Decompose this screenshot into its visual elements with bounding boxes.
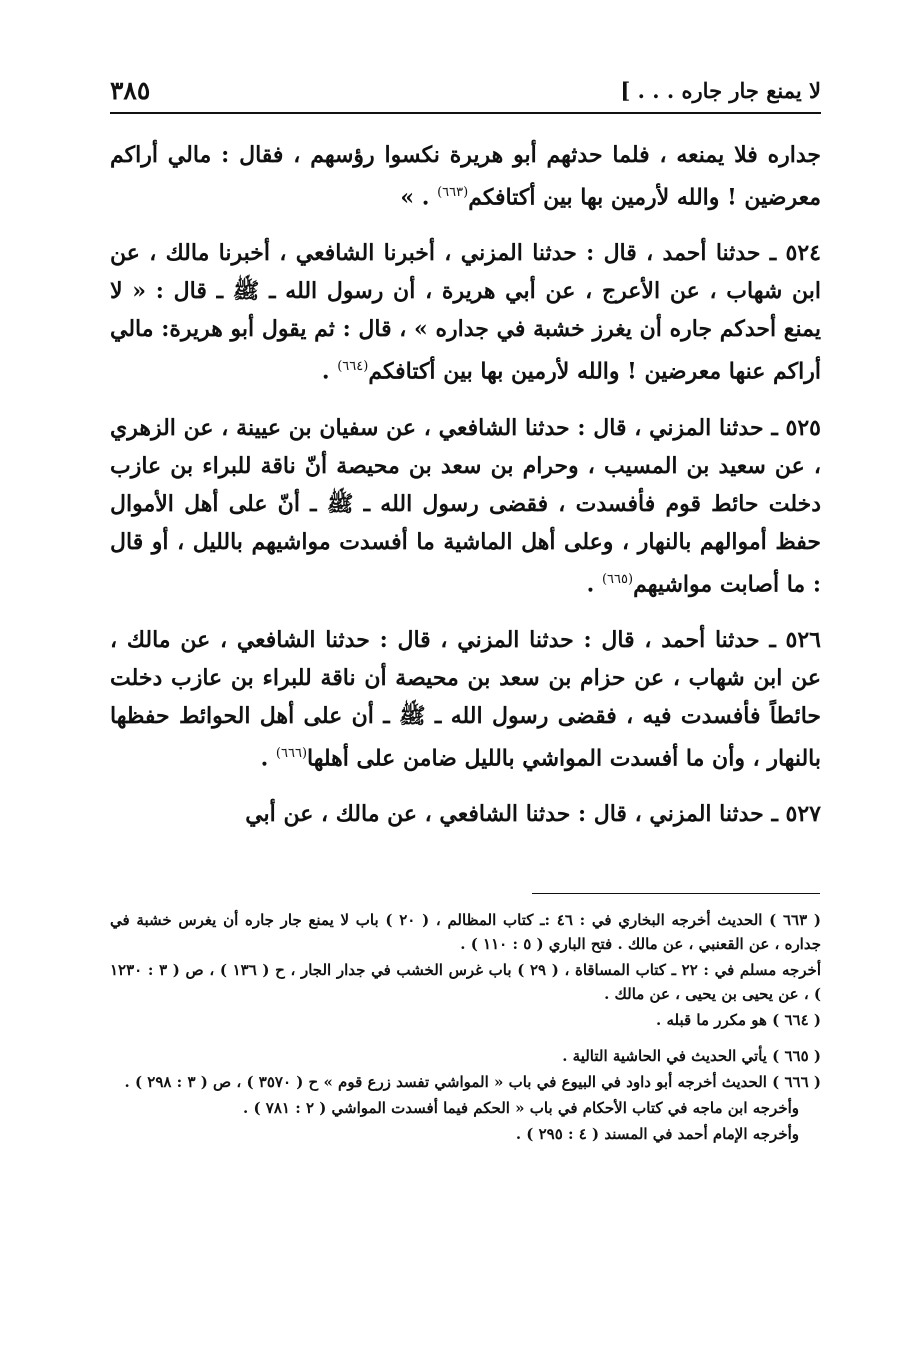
hadith-tail: . <box>260 745 276 772</box>
hadith-tail: . <box>586 570 602 597</box>
hadith-text: حدثنا المزني ، قال : حدثنا الشافعي ، عن سفيان بن عيينة ، عن الزهري ، عن سعيد بن المسيب ، وحرام بن سعد بن محيصة أنّ ناقة للبراء بن عازب دخلت حائط قوم فأفسدت ، فقضى رسول الله ـ ﷺ ـ أنّ على أهل الأموال حفظ أموالهم بالنهار ، وعلى أهل الماشية ما أفسدت مواشيهم بالليل ، أو قال : ما أصابت مواشيهم <box>110 414 821 597</box>
running-title: لا يمنع جار جاره . . . ] <box>620 78 821 103</box>
hadith-number: ٥٢٥ ـ <box>771 414 821 441</box>
hadith-525 <box>110 409 821 603</box>
footnotes <box>110 908 821 1148</box>
hadith-number: ٥٢٤ ـ <box>769 240 821 267</box>
footnote-666: ( ٦٦٦ ) الحديث أخرجه أبو داود في البيوع في باب « المواشي تفسد زرع قوم » ح ( ٣٥٧٠ ) ، ص ( ٣ : ٢٩٨ ) . <box>124 1073 821 1091</box>
paragraph-continuation <box>110 136 821 216</box>
hadith-number: ٥٢٧ ـ <box>771 801 821 828</box>
hadith-text: حدثنا المزني ، قال : حدثنا الشافعي ، عن مالك ، عن أبي <box>245 801 772 828</box>
hadith-number: ٥٢٦ ـ <box>769 626 821 653</box>
footnote-ref-666: (٦٦٦) <box>275 745 308 761</box>
hadith-text: حدثنا أحمد ، قال : حدثنا المزني ، قال : حدثنا الشافعي ، عن مالك ، عن ابن شهاب ، عن حزام بن سعد بن محيصة أن ناقة للبراء بن عازب دخلت حائطاً فأفسدت فيه ، فقضى رسول الله ـ ﷺ ـ أن على أهل الحوائط حفظها بالنهار ، وأن ما أفسدت المواشي بالليل ضامن على أهلها <box>110 626 821 772</box>
footnote-663-continued: أخرجه مسلم في : ٢٢ ـ كتاب المساقاة ، ( ٢٩ ) باب غرس الخشب في جدار الجار ، ح ( ١٣٦ ) ، ص ( ٣ : ١٢٣٠ ) ، عن يحيى بن يحيى ، عن مالك . <box>110 961 821 1003</box>
main-text <box>110 136 821 833</box>
footnote-ref-665: (٦٦٥) <box>601 571 634 587</box>
paragraph-text: جداره فلا يمنعه ، فلما حدثهم أبو هريرة نكسوا رؤسهم ، فقال : مالي أراكم معرضين ! والله لأرمين بها بين أكتافكم <box>110 142 821 211</box>
footnote-666-ahmad: وأخرجه الإمام أحمد في المسند ( ٤ : ٢٩٥ ) . <box>515 1125 799 1143</box>
page-header <box>110 76 821 114</box>
paragraph-tail: . » <box>400 184 438 211</box>
page-number: ٣٨٥ <box>110 76 151 105</box>
hadith-524 <box>110 234 821 390</box>
footnote-665: ( ٦٦٥ ) يأتي الحديث في الحاشية التالية . <box>562 1047 821 1065</box>
hadith-text: حدثنا أحمد ، قال : حدثنا المزني ، أخبرنا الشافعي ، أخبرنا مالك ، عن ابن شهاب ، عن الأعرج ، عن أبي هريرة ، أن رسول الله ـ ﷺ ـ قال : « لا يمنع أحدكم جاره أن يغرز خشبة في جداره » ، قال : ثم يقول أبو هريرة: مالي أراكم عنها معرضين ! والله لأرمين بها بين أكتافكم <box>110 240 821 385</box>
hadith-527 <box>110 795 821 833</box>
footnote-ref-664: (٦٦٤) <box>337 359 369 375</box>
footnote-divider <box>532 893 820 894</box>
footnote-664: ( ٦٦٤ ) هو مكرر ما قبله . <box>656 1011 821 1029</box>
hadith-tail: . <box>321 358 338 385</box>
footnote-663: ( ٦٦٣ ) الحديث أخرجه البخاري في : ٤٦ :ـ كتاب المظالم ، ( ٢٠ ) باب لا يمنع جار جاره أن يغرس خشبة في جداره ، عن القعنبي ، عن مالك . فتح الباري ( ٥ : ١١٠ ) . <box>110 911 821 953</box>
hadith-526 <box>110 621 821 777</box>
footnote-ref-663: (٦٦٣) <box>437 185 469 200</box>
footnote-666-ibn-majah: وأخرجه ابن ماجه في كتاب الأحكام في باب « الحكم فيما أفسدت المواشي ( ٢ : ٧٨١ ) . <box>243 1099 799 1117</box>
